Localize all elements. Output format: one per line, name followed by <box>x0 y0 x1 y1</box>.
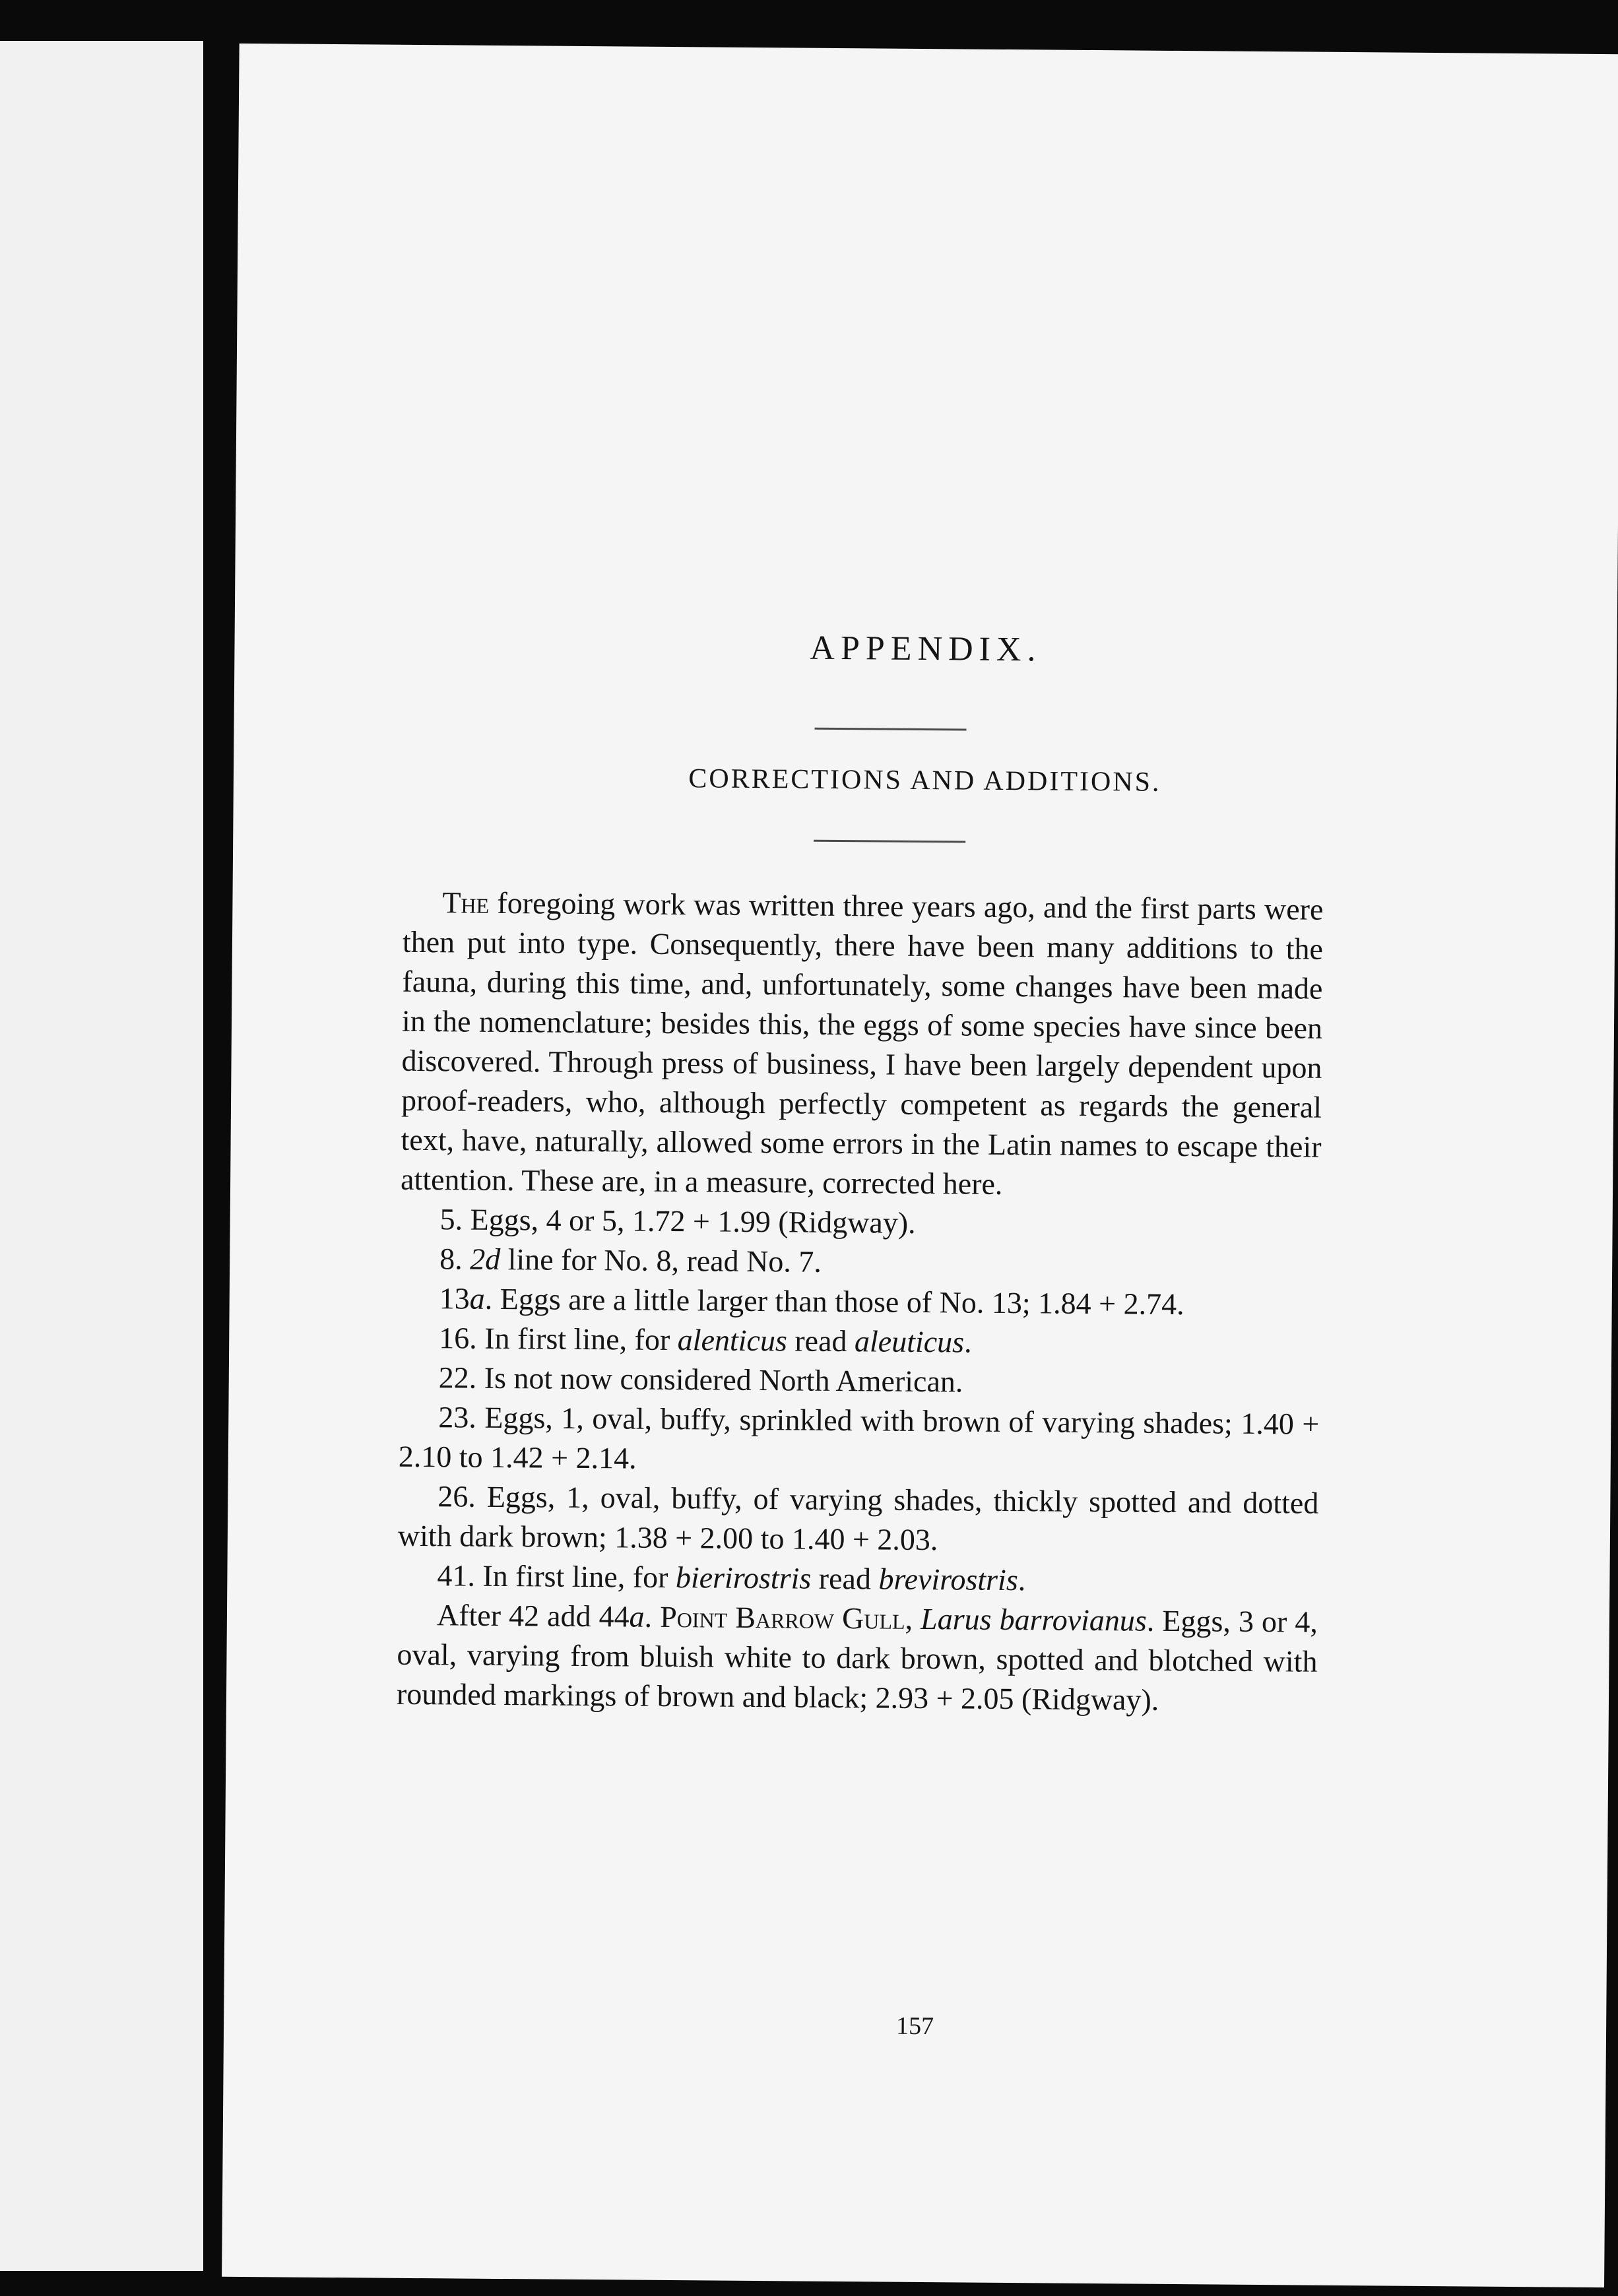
entry-italic: a <box>469 1281 485 1316</box>
entry-text: read <box>787 1323 855 1358</box>
book-page <box>222 44 1618 2287</box>
entry-text: 16. In first line, for <box>439 1321 678 1357</box>
entry-italic: aleuticus <box>854 1324 965 1359</box>
entry-italic: 2d <box>470 1242 501 1276</box>
correction-entry <box>399 1358 1320 1405</box>
entry-text: , <box>905 1601 921 1636</box>
addition-entry <box>397 1595 1318 1721</box>
entry-text: 23. Eggs, 1, oval, buffy, sprinkled with brown of varying shades; 1.40 + 2.10 to 1.42 + 2.14. <box>398 1400 1320 1475</box>
entry-text: read <box>811 1561 879 1596</box>
species-latin-name: Larus barrovianus <box>920 1601 1148 1638</box>
entry-text: line for No. 8, read No. 7. <box>500 1242 822 1279</box>
entry-text: 13 <box>439 1281 470 1316</box>
entry-text: 26. Eggs, 1, oval, buffy, of varying shades, thickly spotted and dotted with dark brown; 1.38 + 2.00 to 1.40 + 2.03. <box>397 1479 1319 1557</box>
intro-paragraph <box>401 883 1324 1207</box>
correction-entry <box>399 1397 1320 1484</box>
entry-text: 5. Eggs, 4 or 5, 1.72 + 1.99 (Ridgway). <box>439 1202 916 1240</box>
entry-italic: a <box>629 1599 645 1634</box>
correction-entry <box>400 1279 1320 1325</box>
entry-text: 22. Is not now considered North American. <box>438 1360 963 1399</box>
entry-text: 41. In first line, for <box>437 1558 676 1595</box>
entry-text: . <box>963 1325 972 1359</box>
entry-text: . Eggs, 3 or 4, oval, varying from bluish white to dark brown, spotted and blotched with rounded markings of brown and black; 2.93 + 2.05 (Ridgway). <box>396 1603 1318 1717</box>
page-heading: APPENDIX. <box>810 629 1042 669</box>
facing-page <box>0 41 203 2271</box>
entry-text: . <box>1018 1563 1026 1597</box>
correction-entry <box>400 1199 1320 1246</box>
entry-text: 8. <box>439 1242 470 1276</box>
entry-italic: alenticus <box>677 1323 788 1358</box>
correction-entry <box>400 1239 1320 1286</box>
body-text <box>397 883 1324 1721</box>
intro-text: foregoing work was written three years ago, and the first parts were then put into type. Consequently, there have been many additions to the fauna, during this time, and, unfortunately, some changes have been made in the nomenclature; besides this, the eggs of some species have since been discovered. Through press of business, I have been largely dependent upon proof-readers, who, although perfectly competent as regards the general text, have, naturally, allowed some errors in the Latin names to escape their attention. These are, in a measure, corrected here. <box>400 885 1324 1201</box>
entry-text: . Eggs are a little larger than those of No. 13; 1.84 + 2.74. <box>484 1281 1184 1322</box>
entry-text: After 42 add 44 <box>436 1598 630 1634</box>
entry-italic: bierirostris <box>675 1560 812 1595</box>
correction-entry <box>399 1318 1320 1365</box>
page-number: 157 <box>895 2012 934 2041</box>
correction-entry <box>397 1556 1318 1603</box>
correction-entry <box>398 1477 1319 1563</box>
heading-divider <box>815 728 967 731</box>
subheading-divider <box>814 840 965 843</box>
intro-lead-word: The <box>442 885 490 920</box>
entry-text: . <box>644 1599 661 1634</box>
species-common-name: Point Barrow Gull <box>660 1599 905 1636</box>
entry-italic: brevirostris <box>878 1562 1018 1597</box>
section-subheading: CORRECTIONS AND ADDITIONS. <box>688 763 1161 798</box>
